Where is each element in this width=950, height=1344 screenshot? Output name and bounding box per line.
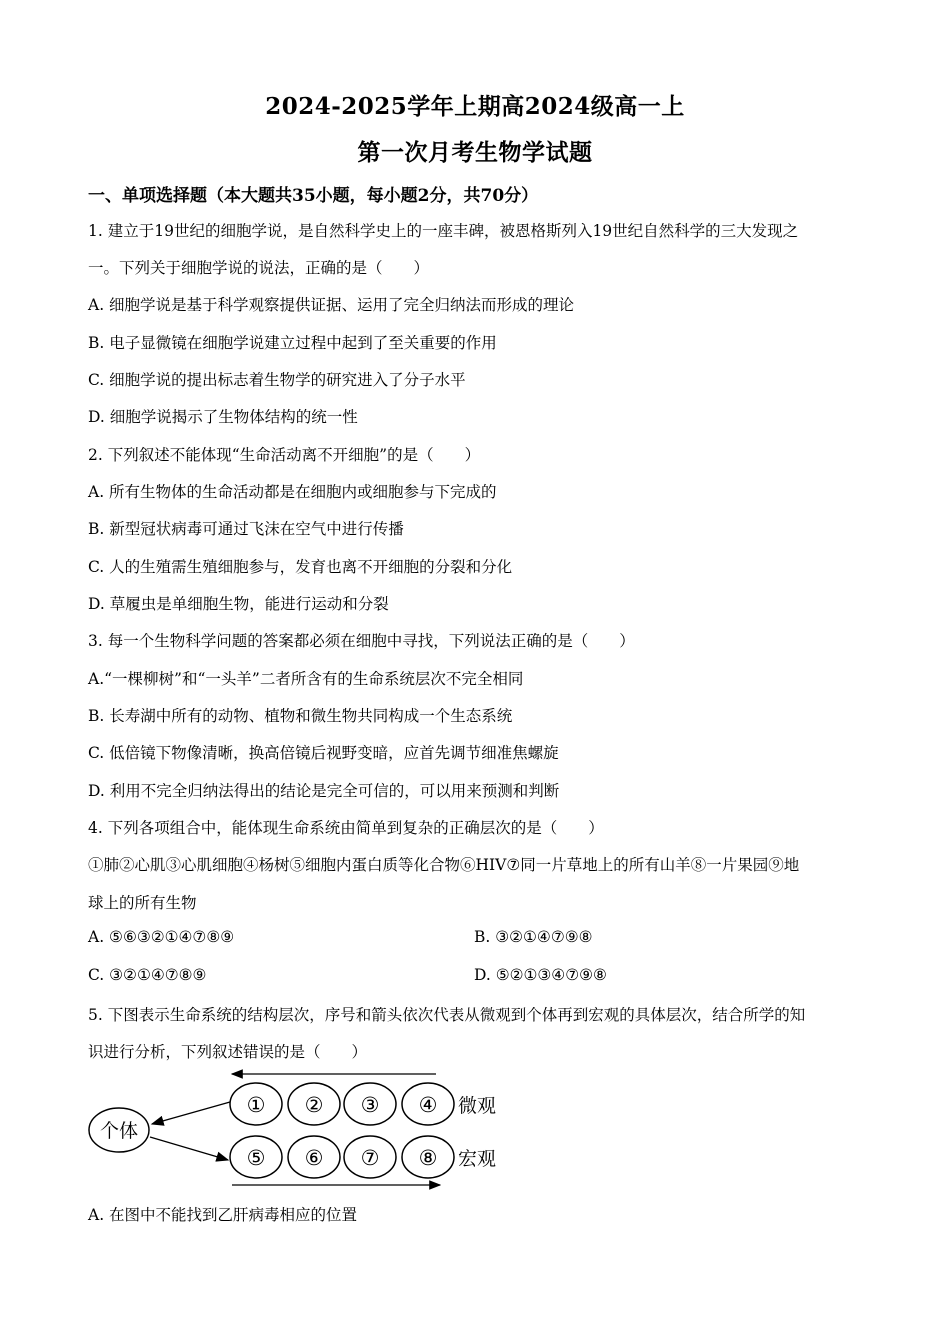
- q4-option-b: B. ③②①④⑦⑨⑧: [474, 928, 593, 946]
- arrow-from-individual: [150, 1137, 228, 1160]
- q4-option-a: A. ⑤⑥③②①④⑦⑧⑨: [88, 928, 235, 946]
- q4-stem: 4. 下列各项组合中，能体现生命系统由简单到复杂的正确层次的是（ ）: [88, 819, 604, 837]
- q3-option-b: B. 长寿湖中所有的动物、植物和微生物共同构成一个生态系统: [88, 707, 513, 725]
- q5-option-a: A. 在图中不能找到乙肝病毒相应的位置: [88, 1206, 358, 1224]
- q4-items-line2: 球上的所有生物: [88, 894, 197, 912]
- center-node-label: 个体: [99, 1120, 139, 1142]
- q3-option-a: A.“一棵柳树”和“一头羊”二者所含有的生命系统层次不完全相同: [88, 670, 524, 688]
- q1-option-b: B. 电子显微镜在细胞学说建立过程中起到了至关重要的作用: [88, 334, 497, 352]
- bottom-row-label: 宏观: [458, 1148, 497, 1170]
- q1-option-c: C. 细胞学说的提出标志着生物学的研究进入了分子水平: [88, 371, 466, 389]
- q3-option-d: D. 利用不完全归纳法得出的结论是完全可信的，可以用来预测和判断: [88, 782, 560, 800]
- q1-stem-line2: 一。下列关于细胞学说的说法，正确的是（ ）: [88, 259, 430, 277]
- top-node-3-label: ③: [360, 1093, 380, 1117]
- q1-option-d: D. 细胞学说揭示了生物体结构的统一性: [88, 408, 358, 426]
- top-node-4-label: ④: [418, 1093, 438, 1117]
- top-node-2-label: ②: [304, 1093, 324, 1117]
- q2-option-b: B. 新型冠状病毒可通过飞沫在空气中进行传播: [88, 520, 404, 538]
- bottom-node-6-label: ⑥: [304, 1146, 324, 1170]
- q4-option-d: D. ⑤②①③④⑦⑨⑧: [474, 966, 607, 984]
- q2-option-d: D. 草履虫是单细胞生物，能进行运动和分裂: [88, 595, 389, 613]
- arrow-to-individual: [152, 1102, 230, 1124]
- q5-stem-line1: 5. 下图表示生命系统的结构层次，序号和箭头依次代表从微观到个体再到宏观的具体层次，结合所学的知: [88, 1006, 806, 1024]
- bottom-node-7-label: ⑦: [360, 1146, 380, 1170]
- q1-stem-line1: 1. 建立于19世纪的细胞学说，是自然科学史上的一座丰碑，被恩格斯列入19世纪自然科学的三大发现之: [88, 222, 799, 240]
- q5-stem-line2: 识进行分析，下列叙述错误的是（ ）: [88, 1043, 368, 1061]
- q2-option-c: C. 人的生殖需生殖细胞参与，发育也离不开细胞的分裂和分化: [88, 558, 513, 576]
- q4-option-c: C. ③②①④⑦⑧⑨: [88, 966, 207, 984]
- top-node-1-label: ①: [246, 1093, 266, 1117]
- bottom-node-8-label: ⑧: [418, 1146, 438, 1170]
- q4-items-line1: ①肺②心肌③心肌细胞④杨树⑤细胞内蛋白质等化合物⑥HIV⑦同一片草地上的所有山羊⑧一片果园⑨地: [88, 856, 800, 874]
- exam-title-line1: 2024-2025学年上期高2024级高一上: [265, 93, 685, 120]
- life-system-levels-diagram: [80, 1062, 520, 1194]
- q1-option-a: A. 细胞学说是基于科学观察提供证据、运用了完全归纳法而形成的理论: [88, 296, 575, 314]
- bottom-node-5-label: ⑤: [246, 1146, 266, 1170]
- top-row-label: 微观: [458, 1095, 497, 1117]
- q2-option-a: A. 所有生物体的生命活动都是在细胞内或细胞参与下完成的: [88, 483, 497, 501]
- q3-stem: 3. 每一个生物科学问题的答案都必须在细胞中寻找，下列说法正确的是（ ）: [88, 632, 635, 650]
- q2-stem: 2. 下列叙述不能体现“生命活动离不开细胞”的是（ ）: [88, 446, 481, 464]
- q3-option-c: C. 低倍镜下物像清晰，换高倍镜后视野变暗，应首先调节细准焦螺旋: [88, 744, 559, 762]
- exam-title-line2: 第一次月考生物学试题: [357, 139, 593, 166]
- section-heading: 一、单项选择题（本大题共35小题，每小题2分，共70分）: [88, 186, 539, 206]
